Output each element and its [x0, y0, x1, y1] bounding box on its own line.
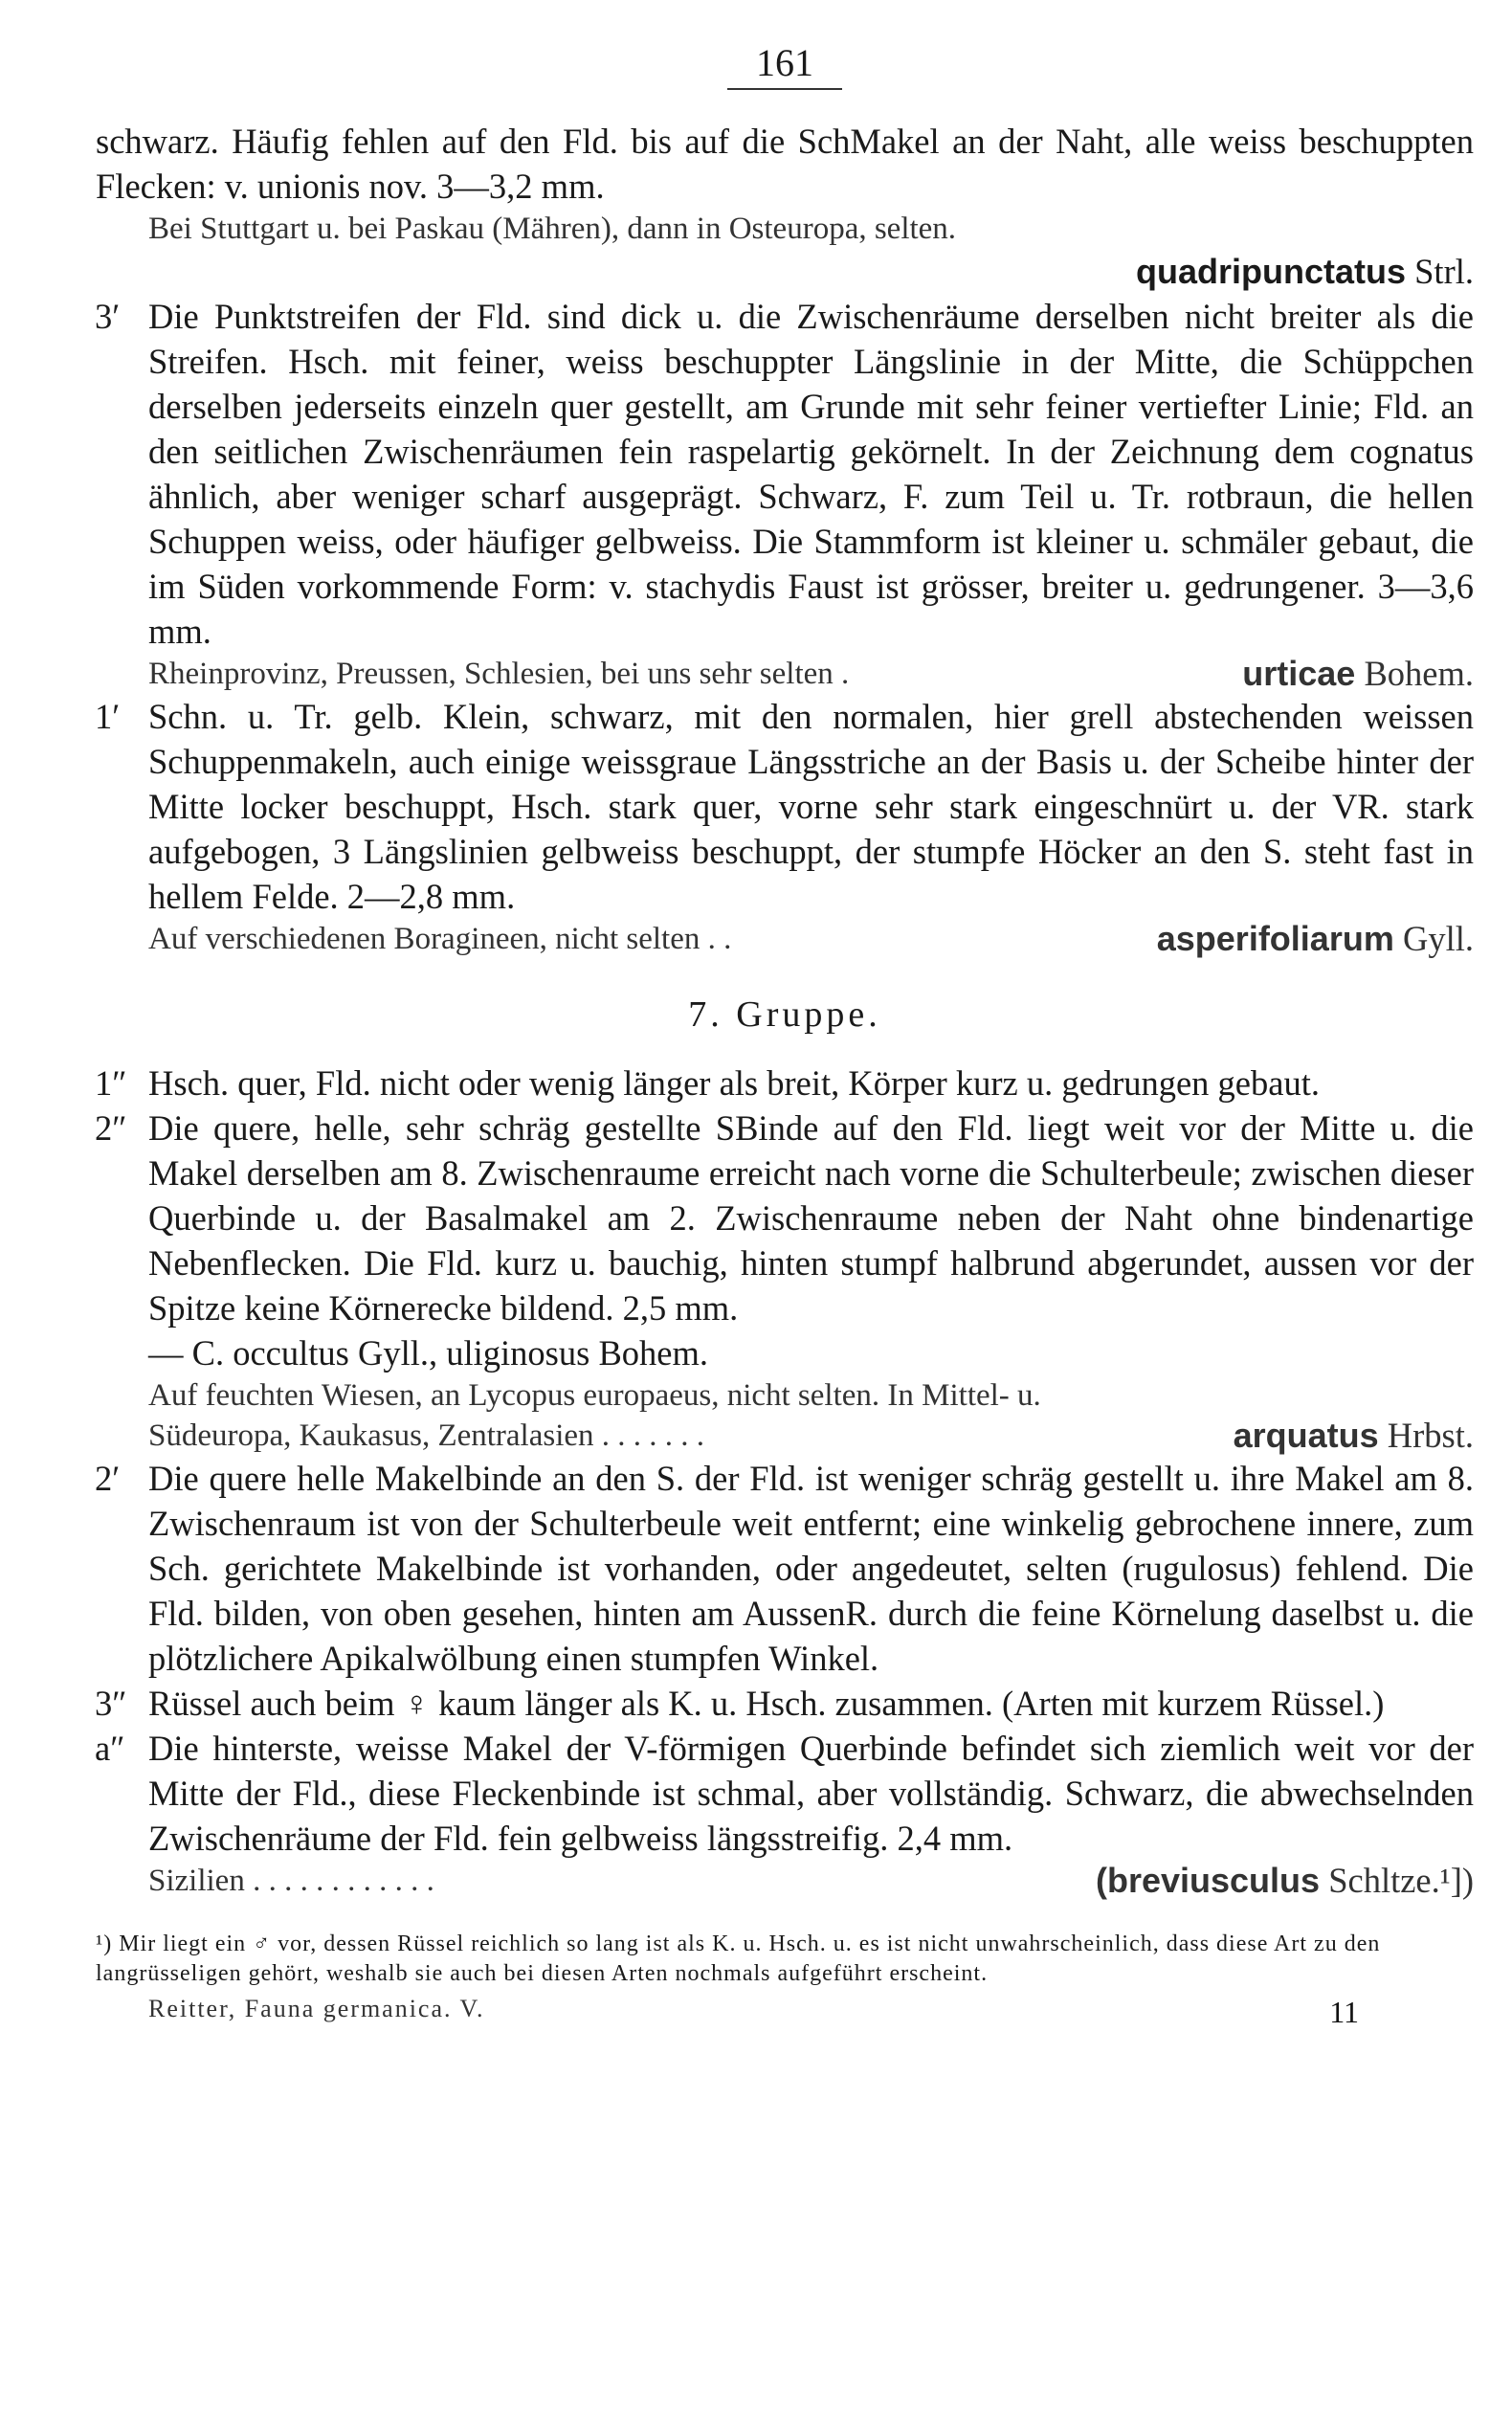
entry-text: Rüssel auch beim ♀ kaum länger als K. u. Hsch. zusammen. (Arten mit kurzem Rüssel.) [148, 1684, 1385, 1723]
locality-text: Rheinprovinz, Preussen, Schlesien, bei uns sehr selten . [148, 657, 850, 691]
locality-text: Auf verschiedenen Boragineen, nicht selten . . [148, 922, 732, 956]
species-name: quadripunctatus [1135, 252, 1406, 291]
locality-text: Südeuropa, Kaukasus, Zentralasien . . . . . . . [148, 1418, 705, 1453]
species-name: arquatus [1233, 1416, 1379, 1455]
top-text: schwarz. Häufig fehlen auf den Fld. bis auf die SchMakel an der Naht, alle weiss beschuppten Flecken: v. unionis nov. 3—3,2 mm. [96, 122, 1474, 206]
entry-key: a″ [95, 1729, 125, 1768]
entry-text: Die hinterste, weisse Makel der V-förmigen Querbinde befindet sich ziemlich weit vor der Mitte der Fld., diese Fleckenbinde ist schmal, aber vollständig. Schwarz, die abwechselnden Zwischenräume der Fld. fein gelbweiss längsstreifig. 2,4 mm. [148, 1729, 1474, 1858]
page-footer [148, 1995, 1474, 2030]
entry-key: 3′ [95, 297, 121, 336]
top-locality: Bei Stuttgart u. bei Paskau (Mähren), dann in Osteuropa, selten. [148, 212, 957, 246]
footer-text: Reitter, Fauna germanica. V. [148, 1995, 485, 2022]
key-entry-3pp [96, 1681, 1474, 1726]
key-entry-2pp [96, 1105, 1474, 1375]
species-name: urticae [1242, 654, 1356, 693]
document-page [96, 38, 1474, 2030]
entry-locality [148, 1416, 1474, 1456]
signature-mark: 11 [1329, 1995, 1359, 2029]
entry-locality [148, 919, 1474, 959]
species-author: Bohem. [1364, 654, 1474, 693]
entry-text: Hsch. quer, Fld. nicht oder wenig länger als breit, Körper kurz u. gedrungen gebaut. [148, 1063, 1320, 1103]
entry-key: 1″ [95, 1063, 127, 1103]
footnote: ¹) Mir liegt ein ♂ vor, dessen Rüssel reichlich so lang ist als K. u. Hsch. u. es ist nicht unwahrscheinlich, dass diese Art zu den langrüsseligen gehört, weshalb sie auch bei diesen Arten nochmals aufgeführt erscheint. [96, 1932, 1381, 1986]
header-rule [727, 88, 842, 90]
entry-text: Die Punktstreifen der Fld. sind dick u. die Zwischenräume derselben nicht breiter als die Streifen. Hsch. mit feiner, weiss beschuppter Längslinie in der Mitte, die Schüppchen derselben jederseits einzeln quer gestellt, am Grunde mit sehr feiner vertiefter Linie; Fld. an den seitlichen Zwischenräumen fein raspelartig gekörnelt. In der Zeichnung dem cognatus ähnlich, aber weniger scharf ausgeprägt. Schwarz, F. zum Teil u. Tr. rotbraun, die hellen Schuppen weiss, oder häufiger gelbweiss. Die Stammform ist kleiner u. schmäler gebaut, die im Süden vorkommende Form: v. stachydis Faust ist grösser, breiter u. gedrungener. 3—3,6 mm. [148, 297, 1474, 651]
key-entry-1pp [96, 1061, 1474, 1105]
species-author: Hrbst. [1387, 1416, 1474, 1455]
entry-key: 3″ [95, 1684, 127, 1723]
species-author: Strl. [1414, 252, 1474, 291]
page-number: 161 [756, 41, 813, 84]
top-species-line [96, 249, 1474, 294]
key-entry-3p [96, 294, 1474, 654]
entry-key: 2′ [95, 1459, 121, 1498]
species-name: (breviusculus [1095, 1861, 1321, 1900]
key-entry-1p [96, 694, 1474, 919]
entry-text: Die quere, helle, sehr schräg gestellte SBinde auf den Fld. liegt weit vor der Mitte u. die Makel derselben am 8. Zwischenraume erreicht nach vorne die Schulterbeule; zwischen dieser Querbinde u. der Basalmakel am 2. Zwischenraume neben der Naht ohne bindenartige Nebenflecken. Die Fld. kurz u. bauchig, hinten stumpf halbrund abgerundet, aussen vor der Spitze keine Körnerecke bildend. 2,5 mm. [148, 1108, 1474, 1328]
entry-locality [148, 1861, 1474, 1901]
entry-key: 1′ [95, 697, 121, 736]
species-author: Gyll. [1402, 919, 1474, 958]
entry-text: Schn. u. Tr. gelb. Klein, schwarz, mit den normalen, hier grell abstechenden weissen Schuppenmakeln, auch einige weissgraue Längsstriche an der Basis u. der Scheibe hinter der Mitte locker beschuppt, Hsch. stark quer, vorne sehr stark eingeschnürt u. der VR. stark aufgebogen, 3 Längslinien gelbweiss beschuppt, der stumpfe Höcker an den S. steht fast in hellem Felde. 2—2,8 mm. [148, 697, 1474, 916]
entry-locality [148, 654, 1474, 694]
key-entry-app [96, 1726, 1474, 1861]
entry-synonym: — C. occultus Gyll., uliginosus Bohem. [148, 1333, 709, 1373]
group-heading: 7. Gruppe. [688, 994, 881, 1035]
entry-text: Die quere helle Makelbinde an den S. der Fld. ist weniger schräg gestellt u. ihre Makel am 8. Zwischenraum ist von der Schulterbeule weit entfernt; eine winkelig gebrochene innere, zum Sch. gerichtete Makelbinde ist vorhanden, oder angedeutet, selten (rugulosus) fehlend. Die Fld. bilden, von oben gesehen, hinten am AussenR. durch die feine Körnelung daselbst u. die plötzlichere Apikalwölbung einen stumpfen Winkel. [148, 1459, 1474, 1678]
species-name: asperifoliarum [1156, 919, 1394, 958]
entry-key: 2″ [95, 1108, 127, 1148]
key-entry-2p [96, 1456, 1474, 1681]
entry-locality: Auf feuchten Wiesen, an Lycopus europaeus, nicht selten. In Mittel- u. [148, 1378, 1041, 1413]
species-author: Schltze.¹]) [1328, 1861, 1474, 1900]
locality-text: Sizilien . . . . . . . . . . . . [148, 1864, 434, 1898]
